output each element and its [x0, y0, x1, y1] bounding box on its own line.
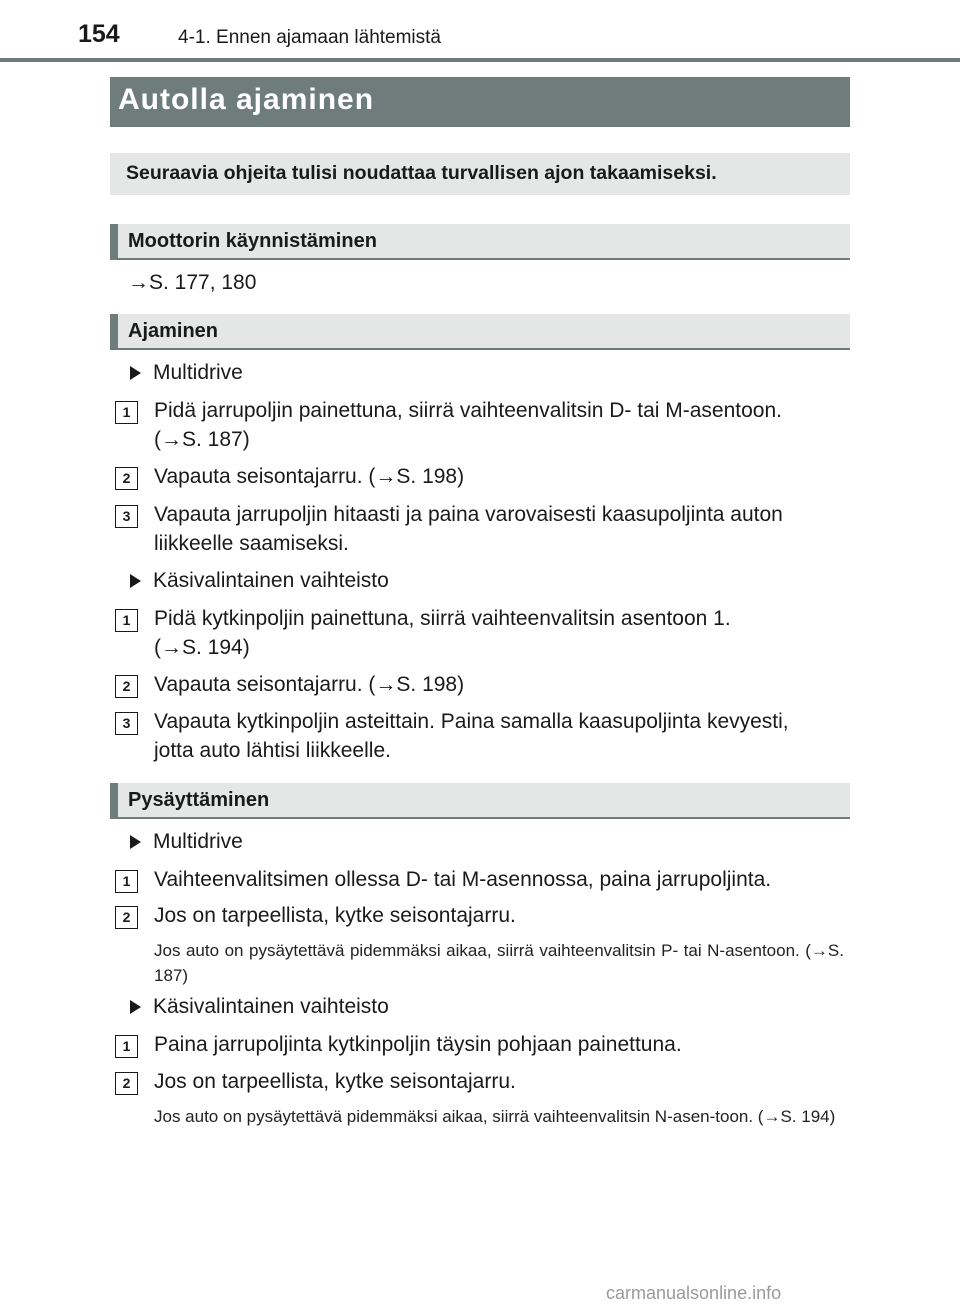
start-page-ref: →S. 177, 180	[128, 271, 257, 294]
section-heading-label: Ajaminen	[128, 320, 219, 342]
driving-mt-step2: Vapauta seisontajarru. (→S. 198)	[154, 673, 465, 696]
section-heading-label: Pysäyttäminen	[128, 789, 270, 811]
stopping-mt-step2: Jos on tarpeellista, kytke seisontajarru.	[154, 1070, 516, 1093]
driving-mt-step3-line1: Vapauta kytkinpoljin asteittain. Paina samalla kaasupoljinta kevyesti,	[154, 710, 789, 733]
step-number-box: 3	[115, 505, 138, 528]
section-heading-stopping	[110, 783, 850, 819]
step-number-box: 1	[115, 1035, 138, 1058]
section-heading-driving	[110, 314, 850, 350]
stopping-manual-subheading: Käsivalintainen vaihteisto	[130, 992, 389, 1021]
driving-multidrive-subheading: Multidrive	[130, 358, 243, 387]
section-heading-label: Moottorin käynnistäminen	[128, 230, 377, 252]
section-heading-start	[110, 224, 850, 260]
stopping-mt-note: Jos auto on pysäytettävä pidemmäksi aikaa, siirrä vaihteenvalitsin N-asen-toon. (→S. 194)	[154, 1107, 836, 1126]
page-header	[0, 0, 960, 62]
driving-md-step2: Vapauta seisontajarru. (→S. 198)	[154, 465, 465, 488]
stopping-md-note: Jos auto on pysäytettävä pidemmäksi aikaa, siirrä vaihteenvalitsin P- tai N-asentoon. (→S. 187)	[154, 941, 844, 985]
intro-text: Seuraavia ohjeita tulisi noudattaa turvallisen ajon takaamiseksi.	[126, 162, 717, 184]
driving-md-step1-line2: (→S. 187)	[154, 428, 250, 451]
page-title: Autolla ajaminen	[118, 83, 375, 116]
driving-mt-step1-line1: Pidä kytkinpoljin painettuna, siirrä vaihteenvalitsin asentoon 1.	[154, 607, 731, 630]
watermark: carmanualsonline.info	[606, 1283, 782, 1303]
driving-md-step1-line1: Pidä jarrupoljin painettuna, siirrä vaihteenvalitsin D- tai M-asentoon.	[154, 399, 782, 422]
triangle-bullet-icon	[130, 1000, 141, 1014]
step-number-box: 2	[115, 675, 138, 698]
stopping-multidrive-subheading: Multidrive	[130, 827, 243, 856]
stopping-mt-step1: Paina jarrupoljinta kytkinpoljin täysin pohjaan painettuna.	[154, 1033, 682, 1056]
chapter-title: 4-1. Ennen ajamaan lähtemistä	[178, 27, 441, 48]
stopping-md-step1: Vaihteenvalitsimen ollessa D- tai M-asennossa, paina jarrupoljinta.	[154, 868, 772, 891]
triangle-bullet-icon	[130, 835, 141, 849]
step-number-box: 1	[115, 609, 138, 632]
step-number-box: 3	[115, 712, 138, 735]
intro-box	[110, 153, 850, 195]
triangle-bullet-icon	[130, 366, 141, 380]
step-number-box: 1	[115, 870, 138, 893]
driving-md-step3-line1: Vapauta jarrupoljin hitaasti ja paina varovaisesti kaasupoljinta auton	[154, 503, 783, 526]
header-rule	[0, 58, 960, 62]
stopping-md-step2: Jos on tarpeellista, kytke seisontajarru.	[154, 904, 516, 927]
driving-mt-step3-line2: jotta auto lähtisi liikkeelle.	[154, 739, 391, 762]
step-number-box: 2	[115, 1072, 138, 1095]
step-number-box: 2	[115, 906, 138, 929]
page-number: 154	[78, 20, 120, 48]
step-number-box: 2	[115, 467, 138, 490]
triangle-bullet-icon	[130, 574, 141, 588]
step-number-box: 1	[115, 401, 138, 424]
page-title-bar	[110, 77, 850, 127]
driving-manual-subheading: Käsivalintainen vaihteisto	[130, 566, 389, 595]
driving-mt-step1-line2: (→S. 194)	[154, 636, 250, 659]
driving-md-step3-line2: liikkeelle saamiseksi.	[154, 532, 349, 555]
